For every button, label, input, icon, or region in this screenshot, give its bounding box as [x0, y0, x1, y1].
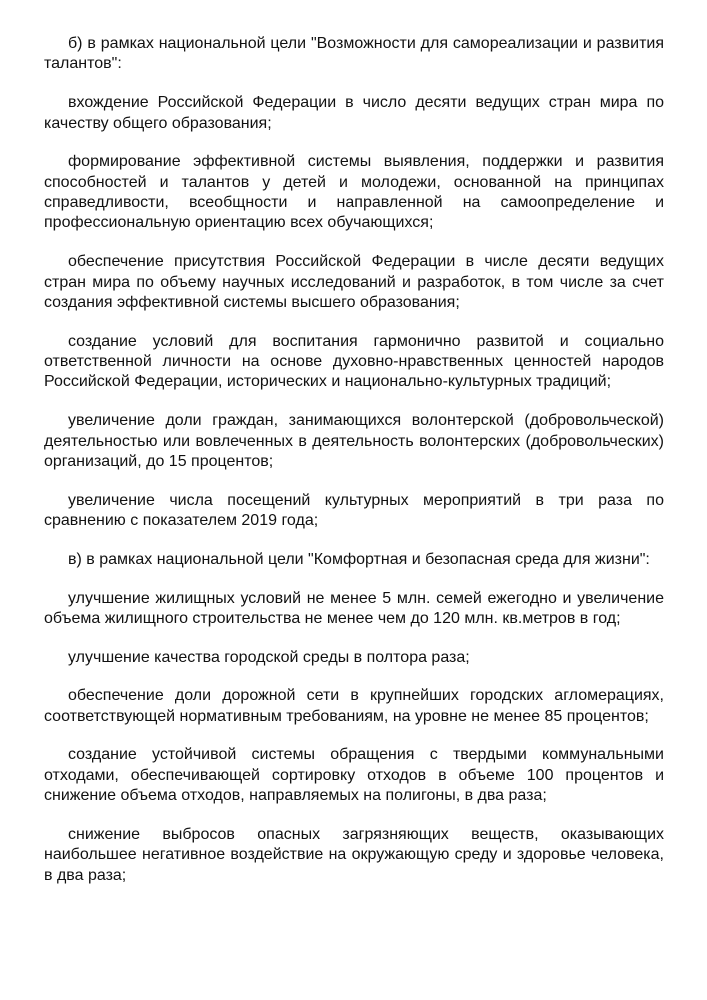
list-item: создание условий для воспитания гармонично развитой и социально ответственной личности на основе духовно-нравственных ценностей народов Российской Федерации, исторических и национально-культурных традиций; — [44, 332, 664, 391]
list-item: снижение выбросов опасных загрязняющих веществ, оказывающих наибольшее негативное воздействие на окружающую среду и здоровье человека, в два раза; — [44, 825, 664, 884]
list-item: обеспечение доли дорожной сети в крупнейших городских агломерациях, соответствующей нормативным требованиям, на уровне не менее 85 процентов; — [44, 687, 664, 725]
list-item: улучшение жилищных условий не менее 5 млн. семей ежегодно и увеличение объема жилищного строительства не менее чем до 120 млн. кв.метров в год; — [44, 589, 664, 627]
list-item: обеспечение присутствия Российской Федерации в числе десяти ведущих стран мира по объему научных исследований и разработок, в том числе за счет создания эффективной системы высшего образования; — [44, 253, 664, 311]
goal-section-b-heading: б) в рамках национальной цели "Возможности для самореализации и развития талантов": — [44, 35, 664, 73]
list-item: формирование эффективной системы выявления, поддержки и развития способностей и талантов у детей и молодежи, основанной на принципах справедливости, всеобщности и направленной на самоопределение и профессиональную ориентацию всех обучающихся; — [44, 153, 664, 232]
list-item: увеличение числа посещений культурных мероприятий в три раза по сравнению с показателем 2019 года; — [44, 491, 664, 530]
list-item: улучшение качества городской среды в полтора раза; — [68, 648, 470, 666]
goal-section-c-heading: в) в рамках национальной цели "Комфортная и безопасная среда для жизни": — [68, 550, 650, 568]
list-item: создание устойчивой системы обращения с твердыми коммунальными отходами, обеспечивающей сортировку отходов в объеме 100 процентов и снижение объема отходов, направляемых на полигоны, в два раза; — [44, 746, 664, 805]
list-item: увеличение доли граждан, занимающихся волонтерской (добровольческой) деятельностью или вовлеченных в деятельность волонтерских (добровольческих) организаций, до 15 процентов; — [44, 412, 664, 470]
list-item: вхождение Российской Федерации в число десяти ведущих стран мира по качеству общего образования; — [44, 94, 664, 132]
document-page — [44, 34, 664, 904]
